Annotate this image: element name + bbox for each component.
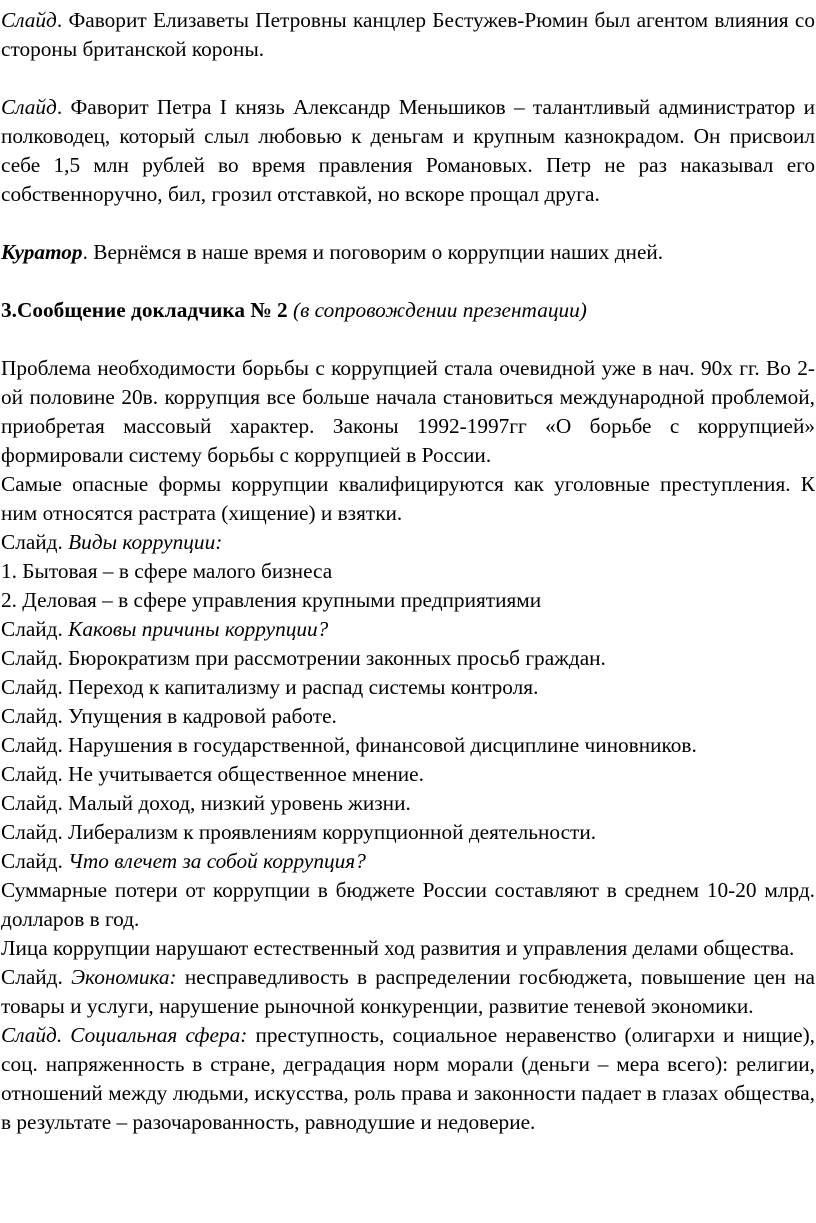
slide-paragraph-bestuzhev [1, 6, 815, 64]
slide-paragraph-menshikov [1, 93, 815, 209]
list-item: 1. Бытовая – в сфере малого бизнеса [1, 559, 333, 583]
cause-item: Слайд. Малый доход, низкий уровень жизни. [1, 791, 411, 815]
social-label: Слайд. Социальная сфера: [1, 1023, 248, 1047]
causes-title: Каковы причины коррупции? [68, 617, 329, 641]
paragraph-text: . Фаворит Елизаветы Петровны канцлер Бестужев-Рюмин был агентом влияния со стороны британской короны. [1, 8, 815, 61]
slide-causes-title [1, 615, 815, 644]
paragraph-text: . Фаворит Петра I князь Александр Меньшиков – талантливый администратор и полководец, который слыл любовью к деньгам и крупным казнокрадом. Он присвоил себе 1,5 млн рублей во время правления Романовых. Петр не раз наказывал его собственноручно, бил, грозил отставкой, но вскоре прощал друга. [1, 95, 815, 206]
paragraph-text: несправедливость в распределении госбюджета, повышение цен на товары и услуги, нарушение рыночной конкуренции, развитие теневой экономики. [1, 965, 815, 1018]
slide-word: Слайд. [1, 965, 63, 989]
cause-item: Слайд. Переход к капитализму и распад системы контроля. [1, 675, 539, 699]
slide-types-title [1, 528, 815, 557]
section-heading [1, 296, 815, 325]
cause-item: Слайд. Не учитывается общественное мнение. [1, 762, 424, 786]
section-note: (в сопровождении презентации) [293, 298, 587, 322]
curator-label: Куратор [1, 240, 83, 264]
losses-paragraph: Суммарные потери от коррупции в бюджете России составляют в среднем 10-20 млрд. долларов в год. [1, 878, 815, 931]
cause-item: Слайд. Либерализм к проявлениям коррупционной деятельности. [1, 820, 597, 844]
social-paragraph [1, 1021, 815, 1137]
slide-label: Слайд [1, 8, 57, 32]
types-title: Виды коррупции: [68, 530, 223, 554]
cause-item: Слайд. Нарушения в государственной, финансовой дисциплине чиновников. [1, 733, 697, 757]
body-paragraph-problem: Проблема необходимости борьбы с коррупцией стала очевидной уже в нач. 90х гг. Во 2-ой половине 20в. коррупция все больше начала становиться международной проблемой, приобретая массовый характер. Законы 1992-1997гг «О борьбе с коррупцией» формировали систему борьбы с коррупцией в России. [1, 356, 815, 467]
list-item: 2. Деловая – в сфере управления крупными предприятиями [1, 588, 542, 612]
cause-item: Слайд. Упущения в кадровой работе. [1, 704, 337, 728]
slide-word: Слайд. [1, 849, 63, 873]
slide-word: Слайд. [1, 617, 63, 641]
economy-paragraph [1, 963, 815, 1021]
consequences-title: Что влечет за собой коррупция? [68, 849, 366, 873]
cause-item: Слайд. Бюрократизм при рассмотрении законных просьб граждан. [1, 646, 606, 670]
curator-paragraph [1, 238, 815, 267]
paragraph-text: преступность, социальное неравенство (олигархи и нищие), соц. напряженность в стране, деградация норм морали (деньги – мера всего): религии, отношений между людьми, искусства, роль права и законности падает в глазах общества, в результате – разочарованность, равнодушие и недоверие. [1, 1023, 815, 1134]
economy-label: Экономика: [71, 965, 177, 989]
section-title: 3.Сообщение докладчика № 2 [1, 298, 288, 322]
body-paragraph-crimes: Самые опасные формы коррупции квалифицируются как уголовные преступления. К ним относятся растрата (хищение) и взятки. [1, 472, 815, 525]
slide-label: Слайд [1, 95, 57, 119]
slide-word: Слайд. [1, 530, 63, 554]
paragraph-text: . Вернёмся в наше время и поговорим о коррупции наших дней. [82, 240, 664, 264]
faces-paragraph: Лица коррупции нарушают естественный ход развития и управления делами общества. [1, 936, 795, 960]
slide-consequences-title [1, 847, 815, 876]
